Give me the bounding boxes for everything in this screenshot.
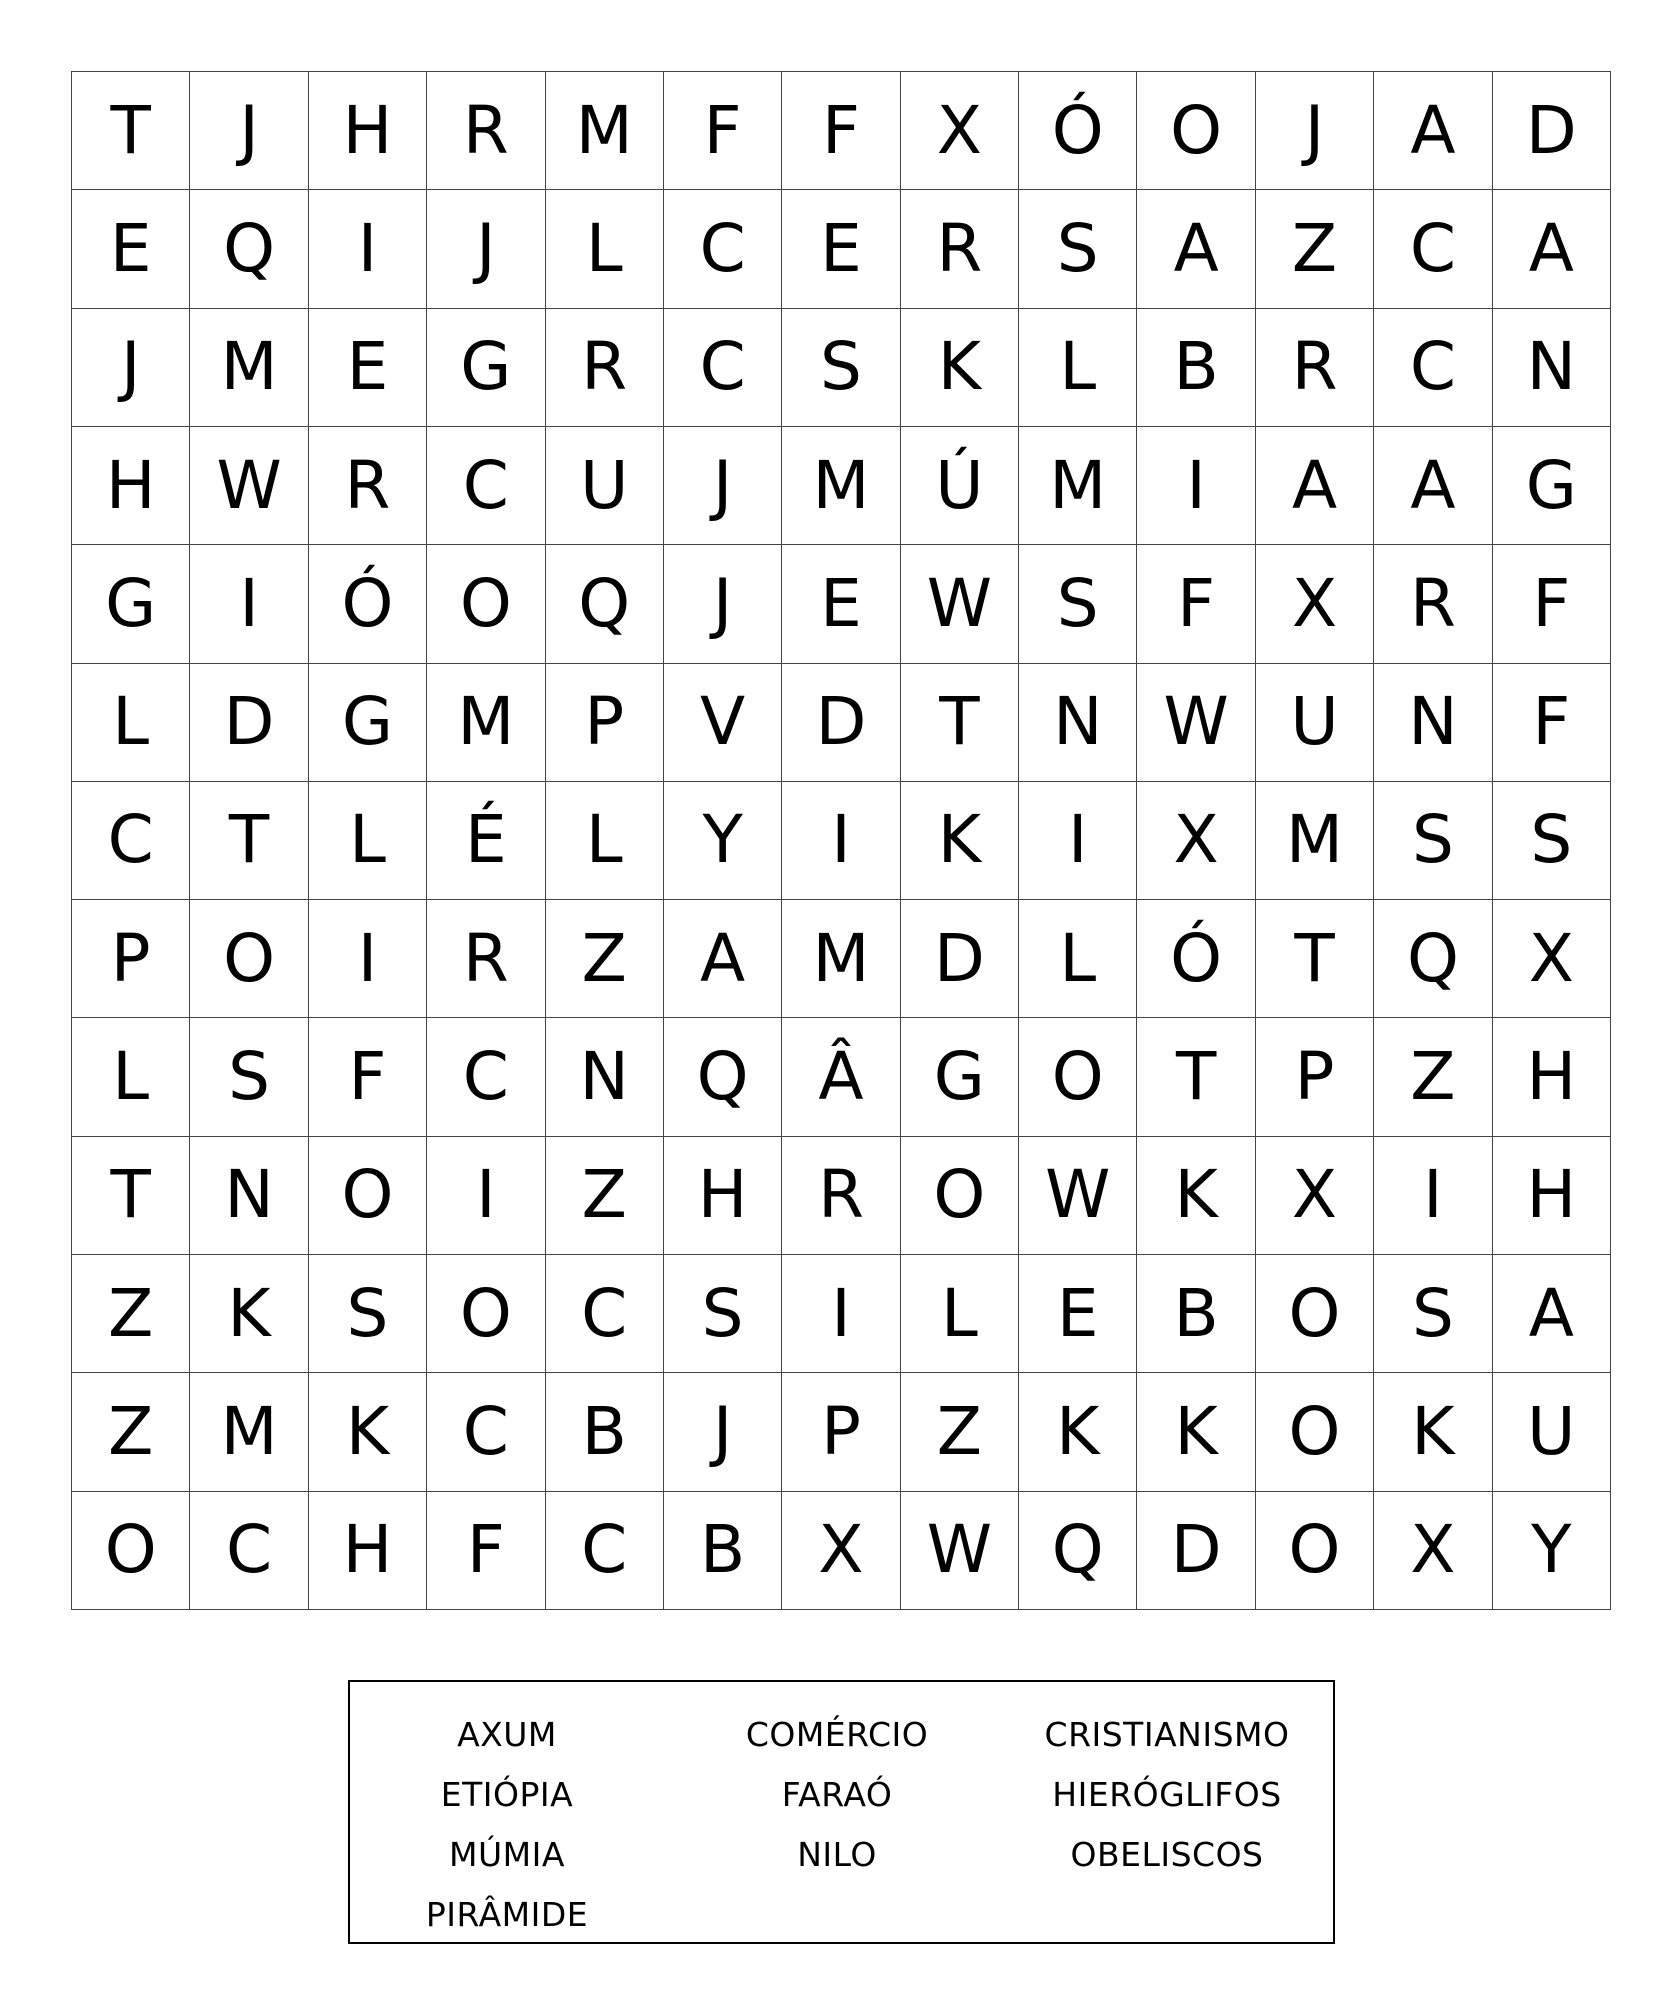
grid-cell[interactable]: O — [72, 1492, 190, 1610]
grid-cell[interactable]: X — [901, 72, 1019, 190]
grid-cell[interactable]: A — [1493, 190, 1611, 308]
grid-cell[interactable]: É — [427, 782, 545, 900]
grid-cell[interactable]: I — [1019, 782, 1137, 900]
grid-cell[interactable]: L — [546, 782, 664, 900]
grid-cell[interactable]: S — [1374, 782, 1492, 900]
word-list-box — [348, 1680, 1335, 1944]
word-list-item: FARAÓ — [781, 1775, 893, 1814]
grid-cell[interactable]: M — [546, 72, 664, 190]
grid-cell[interactable]: A — [1374, 427, 1492, 545]
grid-cell[interactable]: S — [190, 1018, 308, 1136]
grid-cell[interactable]: H — [664, 1137, 782, 1255]
grid-cell[interactable]: M — [782, 900, 900, 1018]
grid-cell[interactable]: W — [190, 427, 308, 545]
grid-cell[interactable]: F — [782, 72, 900, 190]
grid-cell[interactable]: J — [664, 1373, 782, 1491]
grid-cell[interactable]: C — [427, 1018, 545, 1136]
grid-cell[interactable]: X — [1493, 900, 1611, 1018]
grid-cell[interactable]: S — [1019, 545, 1137, 663]
grid-cell[interactable]: B — [664, 1492, 782, 1610]
grid-cell[interactable]: A — [1137, 190, 1255, 308]
grid-cell[interactable]: I — [782, 1255, 900, 1373]
grid-cell[interactable]: C — [664, 190, 782, 308]
grid-cell[interactable]: H — [1493, 1018, 1611, 1136]
grid-cell[interactable]: Z — [1374, 1018, 1492, 1136]
grid-cell[interactable]: F — [309, 1018, 427, 1136]
grid-cell[interactable]: O — [1019, 1018, 1137, 1136]
grid-cell[interactable]: I — [1137, 427, 1255, 545]
word-list-item: ETIÓPIA — [440, 1775, 574, 1814]
grid-cell[interactable]: C — [546, 1255, 664, 1373]
grid-cell[interactable]: P — [782, 1373, 900, 1491]
grid-cell[interactable]: L — [901, 1255, 1019, 1373]
grid-cell[interactable]: D — [1137, 1492, 1255, 1610]
grid-cell[interactable]: R — [427, 900, 545, 1018]
grid-cell[interactable]: K — [1374, 1373, 1492, 1491]
grid-cell[interactable]: M — [1019, 427, 1137, 545]
grid-cell[interactable]: X — [1137, 782, 1255, 900]
grid-cell[interactable]: R — [309, 427, 427, 545]
grid-cell[interactable]: Ó — [309, 545, 427, 663]
grid-cell[interactable]: R — [1256, 309, 1374, 427]
grid-cell[interactable]: X — [1256, 545, 1374, 663]
grid-cell[interactable]: X — [782, 1492, 900, 1610]
grid-cell[interactable]: S — [1374, 1255, 1492, 1373]
word-list-item: NILO — [797, 1835, 877, 1874]
grid-cell[interactable]: S — [1019, 190, 1137, 308]
grid-cell[interactable]: H — [309, 72, 427, 190]
grid-cell[interactable]: T — [901, 664, 1019, 782]
grid-cell[interactable]: A — [1493, 1255, 1611, 1373]
grid-cell[interactable]: E — [72, 190, 190, 308]
grid-cell[interactable]: O — [1256, 1492, 1374, 1610]
grid-cell[interactable]: D — [782, 664, 900, 782]
grid-cell[interactable]: V — [664, 664, 782, 782]
grid-cell[interactable]: R — [427, 72, 545, 190]
grid-cell[interactable]: G — [1493, 427, 1611, 545]
grid-cell[interactable]: I — [427, 1137, 545, 1255]
grid-cell[interactable]: Z — [901, 1373, 1019, 1491]
grid-cell[interactable]: Ú — [901, 427, 1019, 545]
grid-cell[interactable]: Q — [664, 1018, 782, 1136]
grid-cell[interactable]: R — [546, 309, 664, 427]
grid-cell[interactable]: D — [190, 664, 308, 782]
grid-cell[interactable]: Y — [1493, 1492, 1611, 1610]
grid-cell[interactable]: K — [1137, 1373, 1255, 1491]
grid-cell[interactable]: X — [1374, 1492, 1492, 1610]
grid-cell[interactable]: Q — [190, 190, 308, 308]
grid-cell[interactable]: X — [1256, 1137, 1374, 1255]
grid-cell[interactable]: A — [1256, 427, 1374, 545]
grid-cell[interactable]: I — [190, 545, 308, 663]
grid-cell[interactable]: M — [427, 664, 545, 782]
grid-cell[interactable]: P — [1256, 1018, 1374, 1136]
grid-cell[interactable]: Q — [546, 545, 664, 663]
grid-cell[interactable]: U — [546, 427, 664, 545]
grid-cell[interactable]: T — [190, 782, 308, 900]
grid-cell[interactable]: J — [190, 72, 308, 190]
grid-cell[interactable]: O — [1256, 1255, 1374, 1373]
word-list-item: AXUM — [457, 1715, 557, 1754]
grid-cell[interactable]: K — [309, 1373, 427, 1491]
grid-cell[interactable]: Ó — [1137, 900, 1255, 1018]
grid-cell[interactable]: W — [1137, 664, 1255, 782]
grid-cell[interactable]: G — [309, 664, 427, 782]
word-list-item: COMÉRCIO — [745, 1715, 929, 1754]
grid-cell[interactable]: M — [190, 1373, 308, 1491]
grid-cell[interactable]: O — [1256, 1373, 1374, 1491]
grid-cell[interactable]: F — [427, 1492, 545, 1610]
grid-cell[interactable]: B — [546, 1373, 664, 1491]
grid-cell[interactable]: W — [901, 545, 1019, 663]
grid-cell[interactable]: I — [309, 900, 427, 1018]
grid-cell[interactable]: J — [664, 427, 782, 545]
grid-cell[interactable]: F — [1493, 664, 1611, 782]
grid-cell[interactable]: J — [1256, 72, 1374, 190]
grid-cell[interactable]: J — [664, 545, 782, 663]
grid-cell[interactable]: L — [546, 190, 664, 308]
grid-cell[interactable]: N — [1374, 664, 1492, 782]
word-list-item: PIRÂMIDE — [425, 1895, 589, 1934]
grid-cell[interactable]: B — [1137, 309, 1255, 427]
grid-cell[interactable]: M — [1256, 782, 1374, 900]
grid-cell[interactable]: C — [546, 1492, 664, 1610]
grid-cell[interactable]: F — [1493, 545, 1611, 663]
grid-cell[interactable]: W — [1019, 1137, 1137, 1255]
grid-cell[interactable]: G — [72, 545, 190, 663]
grid-cell[interactable]: B — [1137, 1255, 1255, 1373]
grid-cell[interactable]: Z — [1256, 190, 1374, 308]
grid-cell[interactable]: L — [309, 782, 427, 900]
grid-cell[interactable]: Y — [664, 782, 782, 900]
grid-cell[interactable]: L — [1019, 309, 1137, 427]
grid-cell[interactable]: O — [190, 900, 308, 1018]
grid-cell[interactable]: K — [1019, 1373, 1137, 1491]
grid-cell[interactable]: R — [901, 190, 1019, 308]
grid-cell[interactable]: L — [72, 664, 190, 782]
grid-cell[interactable]: Ó — [1019, 72, 1137, 190]
grid-cell[interactable]: N — [546, 1018, 664, 1136]
grid-cell[interactable]: D — [901, 900, 1019, 1018]
grid-cell[interactable]: C — [1374, 190, 1492, 308]
grid-cell[interactable]: Q — [1374, 900, 1492, 1018]
grid-cell[interactable]: N — [190, 1137, 308, 1255]
grid-cell[interactable]: Z — [72, 1255, 190, 1373]
grid-cell[interactable]: E — [309, 309, 427, 427]
grid-cell[interactable]: M — [190, 309, 308, 427]
grid-cell[interactable]: G — [901, 1018, 1019, 1136]
grid-cell[interactable]: T — [1137, 1018, 1255, 1136]
grid-cell[interactable]: I — [1374, 1137, 1492, 1255]
grid-cell[interactable]: N — [1019, 664, 1137, 782]
grid-cell[interactable]: C — [427, 1373, 545, 1491]
grid-cell[interactable]: O — [427, 545, 545, 663]
grid-cell[interactable]: O — [1137, 72, 1255, 190]
grid-cell[interactable]: R — [1374, 545, 1492, 663]
grid-cell[interactable]: J — [427, 190, 545, 308]
word-list-item: CRISTIANISMO — [1044, 1715, 1290, 1754]
grid-cell[interactable]: O — [309, 1137, 427, 1255]
grid-cell[interactable]: C — [72, 782, 190, 900]
grid-cell[interactable]: C — [190, 1492, 308, 1610]
grid-cell[interactable]: H — [1493, 1137, 1611, 1255]
grid-cell[interactable]: K — [901, 782, 1019, 900]
grid-cell[interactable]: C — [1374, 309, 1492, 427]
grid-cell[interactable]: U — [1256, 664, 1374, 782]
grid-cell[interactable]: S — [309, 1255, 427, 1373]
grid-cell[interactable]: K — [901, 309, 1019, 427]
grid-cell[interactable]: S — [664, 1255, 782, 1373]
grid-cell[interactable]: Z — [546, 900, 664, 1018]
grid-cell[interactable]: Z — [546, 1137, 664, 1255]
grid-cell[interactable]: J — [72, 309, 190, 427]
grid-cell[interactable]: K — [1137, 1137, 1255, 1255]
grid-cell[interactable]: F — [664, 72, 782, 190]
grid-cell[interactable]: E — [782, 190, 900, 308]
grid-cell[interactable]: H — [72, 427, 190, 545]
grid-cell[interactable]: M — [782, 427, 900, 545]
letter-grid — [71, 71, 1611, 1610]
grid-cell[interactable]: K — [190, 1255, 308, 1373]
grid-cell[interactable]: T — [1256, 900, 1374, 1018]
grid-cell[interactable]: E — [782, 545, 900, 663]
grid-cell[interactable]: Â — [782, 1018, 900, 1136]
grid-cell[interactable]: T — [72, 1137, 190, 1255]
grid-cell[interactable]: R — [782, 1137, 900, 1255]
word-list-item: HIERÓGLIFOS — [1052, 1775, 1282, 1814]
word-list-item: MÚMIA — [449, 1835, 565, 1874]
grid-cell[interactable]: G — [427, 309, 545, 427]
grid-cell[interactable]: T — [72, 72, 190, 190]
grid-cell[interactable]: A — [1374, 72, 1492, 190]
grid-cell[interactable]: L — [72, 1018, 190, 1136]
grid-cell[interactable]: P — [546, 664, 664, 782]
grid-cell[interactable]: D — [1493, 72, 1611, 190]
grid-cell[interactable]: E — [1019, 1255, 1137, 1373]
grid-cell[interactable]: I — [309, 190, 427, 308]
grid-cell[interactable]: O — [901, 1137, 1019, 1255]
grid-cell[interactable]: F — [1137, 545, 1255, 663]
grid-cell[interactable]: U — [1493, 1373, 1611, 1491]
grid-cell[interactable]: C — [664, 309, 782, 427]
grid-cell[interactable]: P — [72, 900, 190, 1018]
grid-cell[interactable]: C — [427, 427, 545, 545]
grid-cell[interactable]: S — [1493, 782, 1611, 900]
grid-cell[interactable]: L — [1019, 900, 1137, 1018]
grid-cell[interactable]: Z — [72, 1373, 190, 1491]
grid-cell[interactable]: A — [664, 900, 782, 1018]
grid-cell[interactable]: S — [782, 309, 900, 427]
grid-cell[interactable]: W — [901, 1492, 1019, 1610]
grid-cell[interactable]: O — [427, 1255, 545, 1373]
grid-cell[interactable]: I — [782, 782, 900, 900]
grid-cell[interactable]: Q — [1019, 1492, 1137, 1610]
grid-cell[interactable]: H — [309, 1492, 427, 1610]
grid-cell[interactable]: N — [1493, 309, 1611, 427]
word-list-item: OBELISCOS — [1070, 1835, 1264, 1874]
